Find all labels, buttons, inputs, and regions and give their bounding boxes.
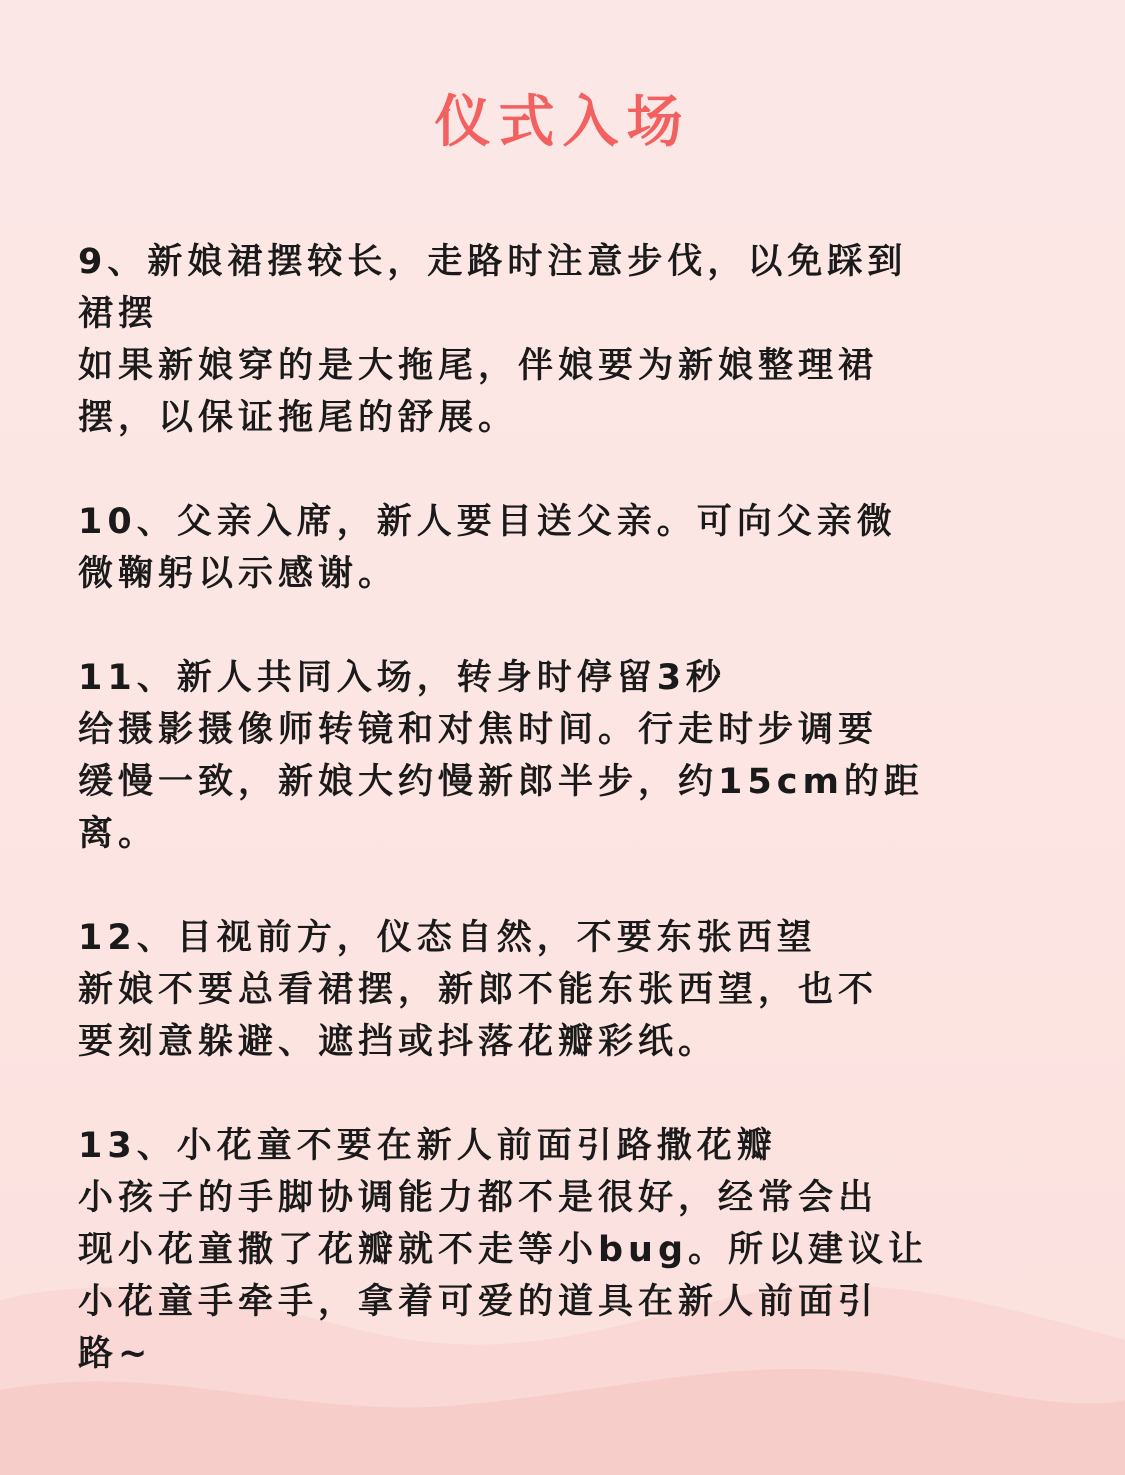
text-line: 离。 — [78, 814, 159, 854]
text-line: 12、目视前方，仪态自然，不要东张西望 — [78, 918, 817, 958]
text-line: 新娘不要总看裙摆，新郎不能东张西望，也不 — [78, 970, 879, 1010]
text-line: 摆，以保证拖尾的舒展。 — [78, 398, 519, 438]
text-line: 小花童手牵手，拿着可爱的道具在新人前面引 — [78, 1282, 879, 1322]
section-10 — [78, 496, 1053, 600]
text-line: 9、新娘裙摆较长，走路时注意步伐，以免踩到 — [78, 242, 908, 282]
text-line: 要刻意躲避、遮挡或抖落花瓣彩纸。 — [78, 1022, 719, 1062]
text-line: 现小花童撒了花瓣就不走等小bug。所以建议让 — [78, 1230, 929, 1270]
section-13 — [78, 1120, 1053, 1380]
section-12 — [78, 912, 1053, 1068]
text-line: 缓慢一致，新娘大约慢新郎半步，约15cm的距 — [78, 762, 924, 802]
text-line: 裙摆 — [78, 294, 159, 334]
text-line: 微鞠躬以示感谢。 — [78, 554, 399, 594]
text-line: 如果新娘穿的是大拖尾，伴娘要为新娘整理裙 — [78, 346, 879, 386]
text-line: 路~ — [78, 1334, 153, 1374]
section-9 — [78, 236, 1053, 444]
text-line: 11、新人共同入场，转身时停留3秒 — [78, 658, 727, 698]
section-11 — [78, 652, 1053, 860]
text-line: 给摄影摄像师转镜和对焦时间。行走时步调要 — [78, 710, 879, 750]
page-title: 仪式入场 — [434, 90, 691, 155]
text-line: 13、小花童不要在新人前面引路撒花瓣 — [78, 1126, 777, 1166]
content — [78, 236, 1053, 1432]
text-line: 10、父亲入席，新人要目送父亲。可向父亲微 — [78, 502, 897, 542]
text-line: 小孩子的手脚协调能力都不是很好，经常会出 — [78, 1178, 879, 1218]
